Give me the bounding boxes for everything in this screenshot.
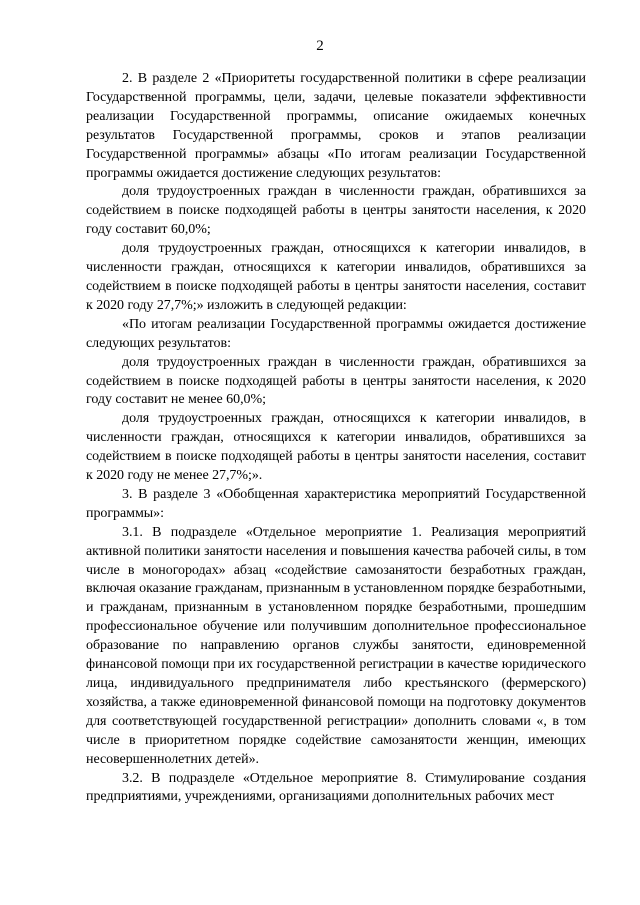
paragraph-section-2-intro: 2. В разделе 2 «Приоритеты государственной политики в сфере реализации Государственной программы, цели, задачи, целевые показатели эффективности реализации Государственной программы, описание ожидаемых конечных результатов Государственной программы, сроков и этапов реализации Государственной программы» абзацы «По итогам реализации Государственной программы ожидается достижение следующих результатов: <box>86 71 586 181</box>
paragraph-new-result-employed: доля трудоустроенных граждан в численности граждан, обратившихся за содействием в поиске подходящей работы в центры занятости населения, к 2020 году составит не менее 60,0%; <box>86 354 586 408</box>
document-body <box>86 70 586 807</box>
page-number: 2 <box>316 38 324 54</box>
paragraph-old-result-employed: доля трудоустроенных граждан в численности граждан, обратившихся за содействием в поиске подходящей работы в центры занятости населения, к 2020 году составит 60,0%; <box>86 184 586 238</box>
paragraph-new-results-intro: «По итогам реализации Государственной программы ожидается достижение следующих результатов: <box>86 316 586 351</box>
paragraph-new-result-disabled: доля трудоустроенных граждан, относящихся к категории инвалидов, в численности граждан, относящихся к категории инвалидов, обратившихся за содействием в поиске подходящей работы в центры занятости населения, составит к 2020 году не менее 27,7%;». <box>86 411 586 484</box>
paragraph-subsection-3-2: 3.2. В подразделе «Отдельное мероприятие 8. Стимулирование создания предприятиями, учреждениями, организациями дополнительных рабочих мест <box>86 770 586 805</box>
paragraph-section-3-intro: 3. В разделе 3 «Обобщенная характеристика мероприятий Государственной программы»: <box>86 486 586 521</box>
paragraph-subsection-3-1: 3.1. В подразделе «Отдельное мероприятие 1. Реализация мероприятий активной политики занятости населения и повышения качества рабочей силы, в том числе в моногородах» абзац «содействие самозанятости безработных граждан, включая оказание гражданам, признанным в установленном порядке безработными, и гражданам, признанным в установленном порядке безработными, прошедшим профессиональное обучение или получившим дополнительное профессиональное образование по направлению органов службы занятости, единовременной финансовой помощи при их государственной регистрации в качестве юридического лица, индивидуального предпринимателя либо крестьянского (фермерского) хозяйства, а также единовременной финансовой помощи на подготовку документов для соответствующей государственной регистрации» дополнить словами «, в том числе в приоритетном порядке содействие самозанятости женщин, имеющих несовершеннолетних детей». <box>86 524 586 767</box>
paragraph-old-result-disabled: доля трудоустроенных граждан, относящихся к категории инвалидов, в численности граждан, относящихся к категории инвалидов, обратившихся за содействием в поиске подходящей работы в центры занятости населения, составит к 2020 году 27,7%;» изложить в следующей редакции: <box>86 241 586 313</box>
